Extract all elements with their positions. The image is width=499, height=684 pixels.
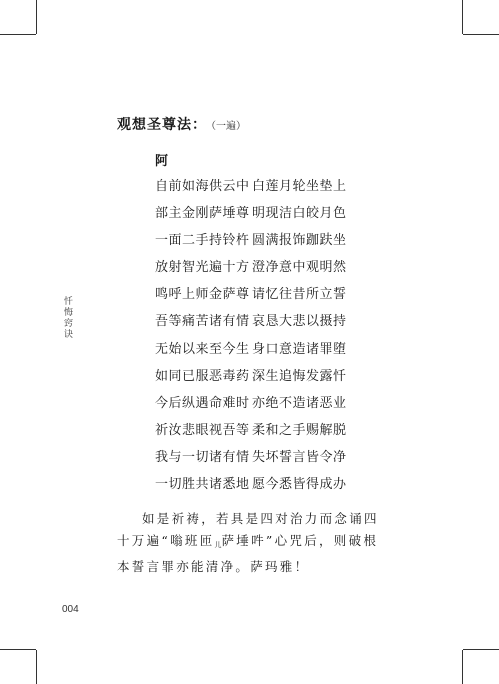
verse-second-half: 哀恳大悲以摄持 <box>252 314 347 330</box>
crop-mark-bottom-right <box>462 650 463 684</box>
verse-first-half: 鸣呼上师金萨尊 <box>155 287 250 303</box>
verse-first-half: 部主金刚萨埵尊 <box>155 206 250 222</box>
verse-first-half: 一切胜共诸悉地 <box>155 477 250 493</box>
verse-second-half: 圆满报饰跏趺坐 <box>252 233 347 249</box>
paragraph-text-part2: 萨埵吽”心咒后，则破根本誓言罪亦能清净。萨玛雅！ <box>117 533 379 574</box>
verse-first-half: 我与一切诸有情 <box>155 449 250 465</box>
verse-line <box>155 313 347 340</box>
verse-second-half: 明现洁白皎月色 <box>252 206 347 222</box>
verse-second-half: 亦绝不造诸恶业 <box>252 395 347 411</box>
verse-second-half: 愿今悉皆得成办 <box>252 477 347 493</box>
section-note: （一遍） <box>211 121 246 132</box>
verse-first-half: 吾等痛苦诸有情 <box>155 314 250 330</box>
paragraph-subscript: 儿 <box>214 541 222 549</box>
verse-line <box>155 341 347 368</box>
verse-first-half: 祈汝悲眼视吾等 <box>155 422 250 438</box>
verse-second-half: 请忆往昔所立誓 <box>252 287 347 303</box>
crop-mark-top-left-h <box>0 34 36 35</box>
crop-mark-top-right <box>462 0 463 34</box>
verse-line <box>155 286 347 313</box>
crop-mark-bottom-left <box>36 650 37 684</box>
section-heading <box>117 114 246 134</box>
crop-mark-top-left <box>36 0 37 34</box>
verse-first-half: 今后纵遇命难时 <box>155 395 250 411</box>
verse-second-half: 深生追悔发露忏 <box>252 368 347 384</box>
verse-second-half: 身口意造诸罪堕 <box>252 341 347 357</box>
section-title: 观想圣尊法： <box>117 117 207 133</box>
verse-line <box>155 422 347 449</box>
verse-list <box>155 178 347 503</box>
paragraph-text-part1: 如是祈祷，若具是四对治力而念诵四十万遍“嗡班匝 <box>117 511 379 548</box>
verse-title: 阿 <box>155 154 169 169</box>
verse-first-half: 一面二手持铃杵 <box>155 233 250 249</box>
verse-second-half: 澄净意中观明然 <box>252 260 347 276</box>
page-number: 004 <box>62 604 79 615</box>
verse-line <box>155 368 347 395</box>
crop-mark-top-right-h <box>463 34 499 35</box>
verse-line <box>155 178 347 205</box>
verse-second-half: 白莲月轮坐垫上 <box>252 179 347 194</box>
body-paragraph <box>117 508 385 578</box>
verse-first-half: 自前如海供云中 <box>155 179 250 194</box>
verse-line <box>155 449 347 476</box>
verse-line <box>155 395 347 422</box>
verse-second-half: 失坏誓言皆令净 <box>252 449 347 465</box>
verse-line <box>155 232 347 259</box>
crop-mark-bottom-left-h <box>0 649 36 650</box>
verse-line <box>155 259 347 286</box>
verse-second-half: 柔和之手赐解脱 <box>252 422 347 438</box>
verse-first-half: 放射智光遍十方 <box>155 260 250 276</box>
crop-mark-bottom-right-h <box>463 649 499 650</box>
verse-first-half: 无始以来至今生 <box>155 341 250 357</box>
verse-line <box>155 205 347 232</box>
verse-line <box>155 476 347 503</box>
verse-first-half: 如同已服恶毒药 <box>155 368 250 384</box>
side-running-title: 忏悔窍诀 <box>62 296 72 340</box>
